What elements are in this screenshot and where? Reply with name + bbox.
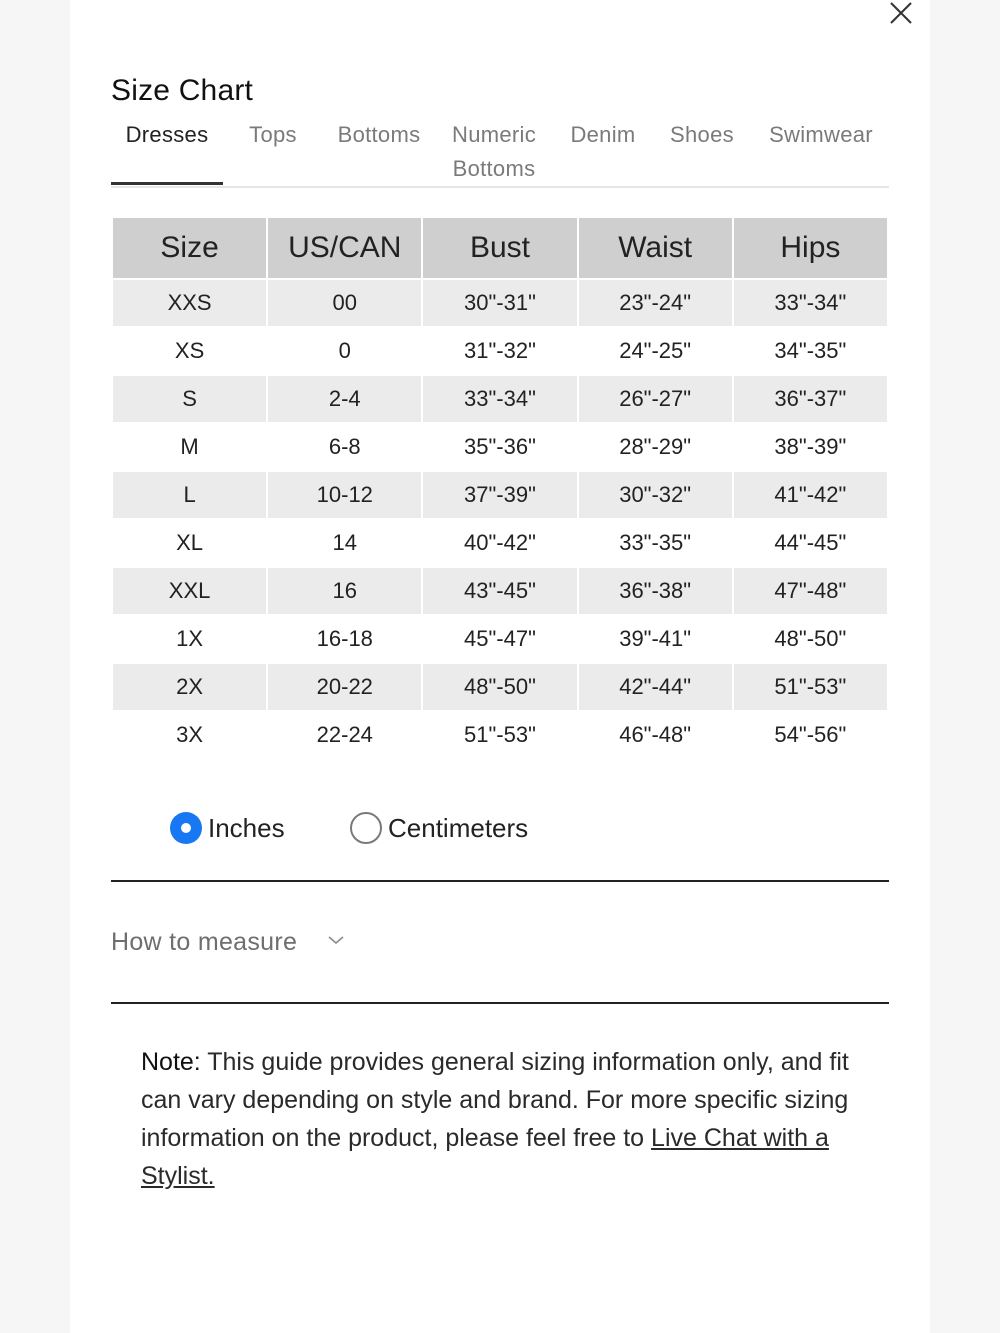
active-tab-indicator xyxy=(111,182,223,185)
inches-label: Inches xyxy=(208,812,285,843)
tab-swimwear[interactable]: Swimwear xyxy=(769,122,873,147)
tab-numeric-bottoms-line1: Numeric xyxy=(452,122,536,147)
sizing-note xyxy=(141,1043,871,1195)
cell-us-can: 16 xyxy=(268,568,421,614)
cell-size: XXS xyxy=(113,280,266,326)
tab-tops[interactable]: Tops xyxy=(249,122,297,147)
category-tabs xyxy=(111,118,889,188)
chevron-down-icon xyxy=(327,933,345,951)
cell-waist: 39"-41" xyxy=(579,616,732,662)
cell-us-can: 6-8 xyxy=(268,424,421,470)
tab-bottoms[interactable]: Bottoms xyxy=(337,122,421,147)
centimeters-radio[interactable] xyxy=(350,812,382,844)
cell-hips: 36"-37" xyxy=(734,376,887,422)
cell-us-can: 0 xyxy=(268,328,421,374)
cell-waist: 46"-48" xyxy=(579,712,732,758)
table-row xyxy=(113,280,887,326)
tab-numeric-bottoms[interactable] xyxy=(444,118,544,186)
tab-numeric-bottoms-line2: Bottoms xyxy=(452,156,536,181)
table-row xyxy=(113,328,887,374)
table-row xyxy=(113,376,887,422)
cell-hips: 54"-56" xyxy=(734,712,887,758)
cell-hips: 41"-42" xyxy=(734,472,887,518)
table-row xyxy=(113,568,887,614)
cell-hips: 51"-53" xyxy=(734,664,887,710)
column-header-hips: Hips xyxy=(734,218,887,278)
cell-bust: 51"-53" xyxy=(423,712,576,758)
close-icon xyxy=(886,0,916,26)
cell-waist: 24"-25" xyxy=(579,328,732,374)
size-chart-modal xyxy=(70,0,930,1333)
cell-bust: 43"-45" xyxy=(423,568,576,614)
cell-size: XS xyxy=(113,328,266,374)
cell-size: L xyxy=(113,472,266,518)
cell-us-can: 16-18 xyxy=(268,616,421,662)
divider-bottom xyxy=(111,1002,889,1004)
cell-size: 2X xyxy=(113,664,266,710)
close-button[interactable] xyxy=(886,0,916,26)
cell-us-can: 00 xyxy=(268,280,421,326)
divider-top xyxy=(111,880,889,882)
cell-bust: 30"-31" xyxy=(423,280,576,326)
cell-bust: 45"-47" xyxy=(423,616,576,662)
inches-option[interactable] xyxy=(170,808,285,848)
cell-waist: 33"-35" xyxy=(579,520,732,566)
cell-us-can: 10-12 xyxy=(268,472,421,518)
cell-us-can: 14 xyxy=(268,520,421,566)
table-row xyxy=(113,520,887,566)
size-table xyxy=(111,216,889,760)
cell-size: S xyxy=(113,376,266,422)
table-header-row xyxy=(113,218,887,278)
cell-waist: 42"-44" xyxy=(579,664,732,710)
column-header-bust: Bust xyxy=(423,218,576,278)
column-header-size: Size xyxy=(113,218,266,278)
note-body: This guide provides general sizing information only, and fit can vary depending on style and brand. For more specific sizing information on the product, please feel free to xyxy=(141,1048,849,1152)
cell-size: 3X xyxy=(113,712,266,758)
cell-size: 1X xyxy=(113,616,266,662)
cell-size: XL xyxy=(113,520,266,566)
how-to-measure-label: How to measure xyxy=(111,927,298,956)
cell-hips: 38"-39" xyxy=(734,424,887,470)
live-chat-link[interactable]: Live Chat with a Stylist. xyxy=(141,1124,829,1190)
cell-size: M xyxy=(113,424,266,470)
column-header-waist: Waist xyxy=(579,218,732,278)
cell-bust: 31"-32" xyxy=(423,328,576,374)
tab-denim[interactable]: Denim xyxy=(570,122,636,147)
note-lead: Note: xyxy=(141,1048,201,1076)
cell-bust: 33"-34" xyxy=(423,376,576,422)
table-row xyxy=(113,712,887,758)
table-row xyxy=(113,424,887,470)
cell-size: XXL xyxy=(113,568,266,614)
cell-hips: 44"-45" xyxy=(734,520,887,566)
tab-dresses[interactable]: Dresses xyxy=(125,122,209,147)
cell-hips: 47"-48" xyxy=(734,568,887,614)
centimeters-option[interactable] xyxy=(350,808,528,848)
cell-bust: 37"-39" xyxy=(423,472,576,518)
cell-bust: 48"-50" xyxy=(423,664,576,710)
cell-hips: 34"-35" xyxy=(734,328,887,374)
cell-us-can: 2-4 xyxy=(268,376,421,422)
cell-bust: 35"-36" xyxy=(423,424,576,470)
inches-radio[interactable] xyxy=(170,812,202,844)
cell-hips: 48"-50" xyxy=(734,616,887,662)
cell-us-can: 20-22 xyxy=(268,664,421,710)
cell-us-can: 22-24 xyxy=(268,712,421,758)
cell-bust: 40"-42" xyxy=(423,520,576,566)
centimeters-label: Centimeters xyxy=(388,812,529,843)
table-row xyxy=(113,472,887,518)
cell-waist: 26"-27" xyxy=(579,376,732,422)
table-row xyxy=(113,664,887,710)
cell-waist: 28"-29" xyxy=(579,424,732,470)
cell-waist: 36"-38" xyxy=(579,568,732,614)
column-header-us-can: US/CAN xyxy=(268,218,421,278)
how-to-measure-toggle[interactable] xyxy=(111,924,345,960)
table-row xyxy=(113,616,887,662)
cell-hips: 33"-34" xyxy=(734,280,887,326)
cell-waist: 30"-32" xyxy=(579,472,732,518)
cell-waist: 23"-24" xyxy=(579,280,732,326)
modal-title: Size Chart xyxy=(111,74,254,107)
tab-shoes[interactable]: Shoes xyxy=(670,122,734,147)
